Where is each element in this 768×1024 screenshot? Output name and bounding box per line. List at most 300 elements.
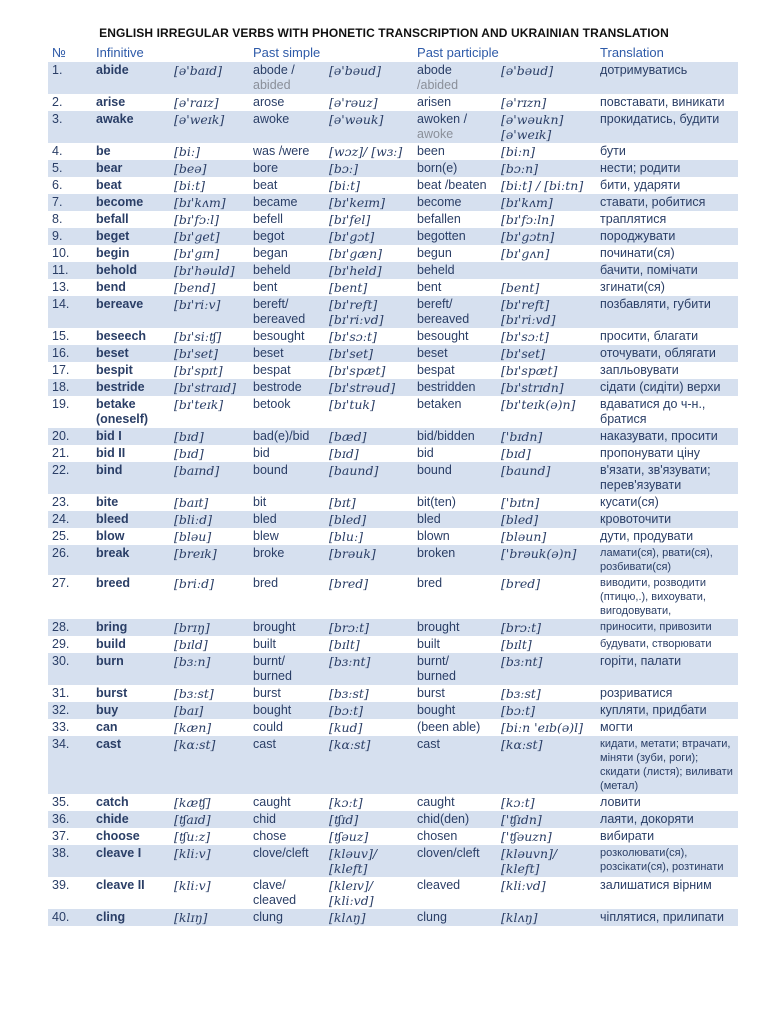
past-participle-transcription [497, 328, 596, 345]
infinitive-cell [92, 736, 170, 794]
past-simple-cell [249, 160, 325, 177]
table-row [48, 575, 738, 619]
past-participle-cell-text: awoke [417, 127, 454, 141]
translation-cell-text: сідати (сидіти) верхи [600, 380, 721, 394]
row-number [48, 396, 92, 428]
row-number-text: 40. [52, 910, 70, 924]
translation-cell-text: нести; родити [600, 161, 681, 175]
infinitive-transcription-text: [bɪd] [174, 446, 204, 461]
row-number [48, 828, 92, 845]
past-participle-transcription [497, 262, 596, 279]
past-participle-transcription-text: [baund] [501, 463, 551, 478]
infinitive-cell-text: bereave [96, 297, 144, 311]
infinitive-transcription-text: [kæʧ] [174, 795, 211, 810]
translation-cell [596, 160, 738, 177]
translation-cell-text: вдаватися до ч-н., братися [600, 397, 706, 426]
infinitive-transcription-text: [kliːv] [174, 846, 211, 861]
past-simple-cell [249, 575, 325, 619]
translation-cell-text: чіплятися, прилипати [600, 910, 724, 924]
past-simple-cell [249, 396, 325, 428]
past-participle-cell [413, 211, 497, 228]
past-participle-transcription-text: ['bɪdn] [501, 429, 543, 444]
past-simple-transcription-text: [ʧɪd] [329, 812, 359, 827]
row-number-text: 35. [52, 795, 70, 809]
past-participle-transcription [497, 619, 596, 636]
row-number [48, 62, 92, 94]
infinitive-cell-text: bring [96, 620, 128, 634]
past-participle-transcription [497, 545, 596, 575]
past-participle-transcription-text: [bɪ'strɪdn] [501, 380, 564, 395]
translation-cell-text: залишатися вірним [600, 878, 712, 892]
past-participle-cell-text: bereaved [417, 312, 470, 326]
translation-cell [596, 345, 738, 362]
past-participle-transcription [497, 909, 596, 926]
row-number-text: 22. [52, 463, 70, 477]
past-participle-cell [413, 511, 497, 528]
past-participle-transcription [497, 653, 596, 685]
header-number: № [52, 45, 66, 60]
infinitive-cell-text: befall [96, 212, 129, 226]
past-simple-cell-text: built [253, 637, 276, 651]
row-number [48, 845, 92, 877]
infinitive-transcription [170, 545, 249, 575]
past-simple-cell-text: beat [253, 178, 278, 192]
row-number-text: 14. [52, 297, 70, 311]
infinitive-cell [92, 702, 170, 719]
past-simple-cell-text: abode / [253, 63, 295, 77]
past-simple-transcription-text: [bɪ'held] [329, 263, 382, 278]
translation-cell [596, 428, 738, 445]
infinitive-cell-text: bend [96, 280, 126, 294]
past-participle-transcription-text: [bɜːnt] [501, 654, 543, 669]
past-participle-transcription-text: [klʌŋ] [501, 910, 538, 925]
past-simple-cell-text: became [253, 195, 298, 209]
row-number-text: 38. [52, 846, 70, 860]
past-simple-cell [249, 811, 325, 828]
infinitive-transcription-text: [ʧaɪd] [174, 812, 211, 827]
past-simple-cell [249, 177, 325, 194]
infinitive-cell-text: beat [96, 178, 122, 192]
row-number [48, 143, 92, 160]
infinitive-transcription-text: [bɪ'teɪk] [174, 397, 224, 412]
past-participle-cell [413, 177, 497, 194]
table-row [48, 719, 738, 736]
past-participle-transcription-text: [brɔːt] [501, 620, 541, 635]
infinitive-cell [92, 194, 170, 211]
row-number-text: 2. [52, 95, 63, 109]
past-participle-transcription [497, 379, 596, 396]
past-simple-transcription-text: [bɪ'sɔːt] [329, 329, 377, 344]
row-number [48, 794, 92, 811]
infinitive-cell [92, 177, 170, 194]
past-participle-cell [413, 262, 497, 279]
past-simple-transcription-text: [bæd] [329, 429, 367, 444]
past-participle-cell-text: beset [417, 346, 448, 360]
past-simple-cell [249, 296, 325, 328]
infinitive-cell-text: build [96, 637, 126, 651]
past-participle-transcription-text: [ə'bəud] [501, 63, 554, 78]
translation-cell [596, 794, 738, 811]
table-row [48, 296, 738, 328]
infinitive-cell-text: beset [96, 346, 129, 360]
past-simple-transcription [325, 62, 413, 94]
infinitive-cell [92, 296, 170, 328]
infinitive-transcription [170, 619, 249, 636]
past-simple-cell [249, 62, 325, 94]
infinitive-cell-text: awake [96, 112, 134, 126]
past-participle-cell-text: /abided [417, 78, 459, 92]
infinitive-transcription [170, 111, 249, 143]
past-participle-transcription [497, 279, 596, 296]
past-participle-transcription-text: [ə'rɪzn] [501, 95, 547, 110]
infinitive-transcription-text: [bɪ'straɪd] [174, 380, 237, 395]
infinitive-cell [92, 653, 170, 685]
past-participle-transcription-text: [ə'weɪk] [501, 127, 552, 142]
past-participle-transcription-text: [kɔːt] [501, 795, 535, 810]
translation-cell [596, 296, 738, 328]
translation-cell [596, 719, 738, 736]
past-participle-cell [413, 619, 497, 636]
past-participle-transcription [497, 575, 596, 619]
past-participle-cell-text: bought [417, 703, 456, 717]
past-simple-cell-text: bought [253, 703, 292, 717]
translation-cell-text: дотримуватись [600, 63, 688, 77]
past-participle-transcription-text: ['ʧəuzn] [501, 829, 552, 844]
infinitive-transcription [170, 328, 249, 345]
row-number-text: 28. [52, 620, 70, 634]
row-number [48, 194, 92, 211]
past-simple-transcription-text: [bɪ'set] [329, 346, 374, 361]
past-participle-cell [413, 328, 497, 345]
table-row [48, 228, 738, 245]
infinitive-transcription [170, 877, 249, 909]
past-simple-transcription [325, 328, 413, 345]
row-number [48, 653, 92, 685]
translation-cell-text: розколювати(ся), розсікати(ся), розтинати [600, 847, 724, 873]
past-simple-cell [249, 228, 325, 245]
translation-cell [596, 194, 738, 211]
translation-cell [596, 328, 738, 345]
past-participle-cell [413, 736, 497, 794]
translation-cell-text: розриватися [600, 686, 673, 700]
past-participle-transcription [497, 177, 596, 194]
past-simple-cell [249, 245, 325, 262]
infinitive-cell-text: bid I [96, 429, 122, 443]
past-simple-cell-text: broke [253, 546, 285, 560]
past-participle-cell-text: blown [417, 529, 450, 543]
infinitive-transcription [170, 511, 249, 528]
infinitive-cell [92, 511, 170, 528]
row-number-text: 26. [52, 546, 70, 560]
row-number-text: 30. [52, 654, 70, 668]
infinitive-transcription-text: [ə'weɪk] [174, 112, 225, 127]
past-simple-transcription [325, 811, 413, 828]
translation-cell-text: бити, ударяти [600, 178, 681, 192]
table-row [48, 428, 738, 445]
past-participle-cell-text: bred [417, 576, 443, 590]
row-number-text: 37. [52, 829, 70, 843]
infinitive-transcription [170, 296, 249, 328]
row-number [48, 877, 92, 909]
infinitive-transcription [170, 245, 249, 262]
translation-cell [596, 445, 738, 462]
infinitive-transcription-text: [bɪld] [174, 637, 208, 652]
infinitive-transcription-text: [kɑːst] [174, 737, 216, 752]
translation-cell-text: купляти, придбати [600, 703, 707, 717]
past-simple-transcription [325, 794, 413, 811]
row-number [48, 636, 92, 653]
row-number [48, 545, 92, 575]
past-participle-cell [413, 143, 497, 160]
past-simple-cell-text: bent [253, 280, 278, 294]
row-number-text: 21. [52, 446, 70, 460]
past-simple-cell [249, 379, 325, 396]
table-row [48, 494, 738, 511]
past-simple-transcription-text: [bɪ'riːvd] [329, 312, 384, 327]
past-simple-cell-text: clove/cleft [253, 846, 309, 860]
past-simple-cell [249, 328, 325, 345]
infinitive-transcription [170, 143, 249, 160]
table-row [48, 194, 738, 211]
past-simple-transcription-text: [biːt] [329, 178, 361, 193]
past-simple-transcription [325, 636, 413, 653]
past-simple-transcription-text: [brɔːt] [329, 620, 369, 635]
past-participle-cell-text: been [417, 144, 445, 158]
row-number-text: 33. [52, 720, 70, 734]
past-simple-transcription-text: [bɪ'fel] [329, 212, 371, 227]
past-simple-transcription-text: [bɪ'keɪm] [329, 195, 386, 210]
infinitive-cell-text: bestride [96, 380, 145, 394]
past-participle-transcription [497, 736, 596, 794]
past-simple-transcription-text: [bɔːt] [329, 703, 364, 718]
past-participle-transcription [497, 111, 596, 143]
infinitive-cell [92, 379, 170, 396]
infinitive-cell [92, 575, 170, 619]
infinitive-transcription-text: [baɪt] [174, 495, 209, 510]
infinitive-cell-text: become [96, 195, 144, 209]
row-number-text: 11. [52, 263, 69, 277]
table-row [48, 702, 738, 719]
row-number [48, 177, 92, 194]
translation-cell-text: ставати, робитися [600, 195, 706, 209]
table-row [48, 828, 738, 845]
past-simple-cell-text: beheld [253, 263, 291, 277]
past-simple-cell-text: bereft/ [253, 297, 289, 311]
translation-cell [596, 362, 738, 379]
past-simple-cell [249, 794, 325, 811]
past-participle-transcription [497, 811, 596, 828]
table-row [48, 685, 738, 702]
past-simple-transcription-text: [kleɪv]/ [329, 878, 374, 893]
past-simple-transcription-text: [ə'bəud] [329, 63, 382, 78]
infinitive-cell-text: arise [96, 95, 126, 109]
translation-cell-text: породжувати [600, 229, 676, 243]
infinitive-cell [92, 494, 170, 511]
row-number [48, 719, 92, 736]
past-simple-transcription-text: [bɪ'gæn] [329, 246, 383, 261]
past-simple-cell [249, 545, 325, 575]
past-participle-transcription [497, 345, 596, 362]
past-simple-transcription [325, 262, 413, 279]
header-translation: Translation [600, 45, 664, 60]
table-row [48, 462, 738, 494]
infinitive-cell [92, 909, 170, 926]
row-number-text: 32. [52, 703, 70, 717]
infinitive-cell [92, 211, 170, 228]
past-participle-transcription [497, 143, 596, 160]
translation-cell-text: повставати, виникати [600, 95, 725, 109]
past-simple-cell [249, 909, 325, 926]
past-simple-transcription-text: [bɜːst] [329, 686, 369, 701]
row-number-text: 34. [52, 737, 70, 751]
past-simple-transcription-text: [baund] [329, 463, 379, 478]
past-simple-cell-text: bred [253, 576, 279, 590]
past-simple-transcription-text: [bɪ'gɔt] [329, 229, 375, 244]
infinitive-transcription [170, 494, 249, 511]
past-simple-cell-text: chid [253, 812, 276, 826]
past-simple-transcription [325, 828, 413, 845]
past-participle-transcription [497, 362, 596, 379]
header-past-simple: Past simple [253, 45, 321, 60]
past-participle-cell-text: bespat [417, 363, 455, 377]
infinitive-cell [92, 619, 170, 636]
past-participle-cell-text: beheld [417, 263, 455, 277]
translation-cell [596, 245, 738, 262]
infinitive-transcription [170, 194, 249, 211]
infinitive-transcription [170, 909, 249, 926]
infinitive-transcription [170, 685, 249, 702]
past-participle-cell-text: betaken [417, 397, 462, 411]
past-simple-cell [249, 345, 325, 362]
infinitive-cell-text: cleave II [96, 878, 145, 892]
infinitive-transcription-text: [bɜːst] [174, 686, 214, 701]
infinitive-cell-text: bite [96, 495, 119, 509]
row-number-text: 23. [52, 495, 70, 509]
past-participle-transcription-text: [bɪ'gʌn] [501, 246, 550, 261]
infinitive-cell [92, 94, 170, 111]
past-participle-cell-text: burnt/ [417, 654, 449, 668]
infinitive-transcription [170, 396, 249, 428]
table-row [48, 794, 738, 811]
infinitive-cell-text: beseech [96, 329, 147, 343]
row-number [48, 685, 92, 702]
past-simple-cell [249, 828, 325, 845]
past-simple-cell-text: betook [253, 397, 291, 411]
row-number-text: 20. [52, 429, 70, 443]
past-participle-transcription-text: ['brəuk(ə)n] [501, 546, 577, 561]
translation-cell [596, 94, 738, 111]
past-simple-cell [249, 462, 325, 494]
infinitive-transcription [170, 379, 249, 396]
past-participle-cell-text: cleaved [417, 878, 461, 892]
past-participle-cell [413, 245, 497, 262]
past-simple-transcription [325, 653, 413, 685]
past-simple-transcription [325, 619, 413, 636]
past-participle-cell-text: caught [417, 795, 455, 809]
past-simple-cell [249, 94, 325, 111]
past-participle-cell [413, 545, 497, 575]
past-participle-cell [413, 685, 497, 702]
infinitive-transcription-text: [biːt] [174, 178, 205, 193]
past-simple-cell [249, 262, 325, 279]
past-simple-cell [249, 445, 325, 462]
row-number [48, 160, 92, 177]
infinitive-cell [92, 794, 170, 811]
translation-cell [596, 545, 738, 575]
translation-cell [596, 877, 738, 909]
table-row [48, 636, 738, 653]
infinitive-cell [92, 636, 170, 653]
row-number [48, 245, 92, 262]
past-simple-transcription [325, 245, 413, 262]
past-participle-cell-text: bled [417, 512, 441, 526]
past-simple-transcription [325, 528, 413, 545]
past-participle-cell [413, 396, 497, 428]
past-participle-transcription [497, 636, 596, 653]
past-participle-transcription [497, 685, 596, 702]
infinitive-cell [92, 685, 170, 702]
translation-cell [596, 811, 738, 828]
translation-cell-text: кидати, метати; втрачати, міняти (зуби, роги); скидати (листя); виливати (метал) [600, 738, 733, 792]
translation-cell [596, 685, 738, 702]
infinitive-cell-text: bleed [96, 512, 129, 526]
past-participle-transcription [497, 794, 596, 811]
past-simple-transcription [325, 160, 413, 177]
row-number-text: 25. [52, 529, 70, 543]
infinitive-cell-text: bespit [96, 363, 133, 377]
infinitive-cell [92, 262, 170, 279]
past-participle-transcription [497, 160, 596, 177]
past-participle-cell-text: begotten [417, 229, 466, 243]
infinitive-transcription [170, 719, 249, 736]
past-simple-transcription [325, 428, 413, 445]
infinitive-cell-text: cling [96, 910, 126, 924]
past-simple-transcription [325, 194, 413, 211]
infinitive-transcription-text: [kliːv] [174, 878, 211, 893]
row-number-text: 13. [52, 280, 70, 294]
table-row [48, 545, 738, 575]
infinitive-transcription-text: [bɪ'kʌm] [174, 195, 226, 210]
past-simple-cell [249, 111, 325, 143]
infinitive-cell-text: chide [96, 812, 129, 826]
translation-cell-text: просити, благати [600, 329, 699, 343]
table-row [48, 511, 738, 528]
row-number-text: 15. [52, 329, 70, 343]
infinitive-cell-text: burn [96, 654, 124, 668]
translation-cell [596, 228, 738, 245]
table-row [48, 94, 738, 111]
past-simple-cell [249, 143, 325, 160]
table-row [48, 245, 738, 262]
past-participle-cell [413, 228, 497, 245]
past-simple-cell-text: bit [253, 495, 267, 509]
infinitive-cell [92, 462, 170, 494]
row-number [48, 328, 92, 345]
translation-cell [596, 619, 738, 636]
past-simple-transcription-text: [bɪt] [329, 495, 356, 510]
past-simple-cell-text: burst [253, 686, 281, 700]
past-participle-transcription-text: [biːt] / [biːtn] [501, 178, 584, 193]
infinitive-transcription [170, 345, 249, 362]
past-simple-transcription-text: [bɪlt] [329, 637, 360, 652]
past-simple-transcription [325, 719, 413, 736]
past-simple-transcription-text: [kɔːt] [329, 795, 363, 810]
past-participle-cell-text: beat /beaten [417, 178, 487, 192]
past-participle-cell [413, 428, 497, 445]
verbs-table-body [48, 62, 738, 926]
past-simple-cell-text: caught [253, 795, 291, 809]
past-participle-cell [413, 111, 497, 143]
